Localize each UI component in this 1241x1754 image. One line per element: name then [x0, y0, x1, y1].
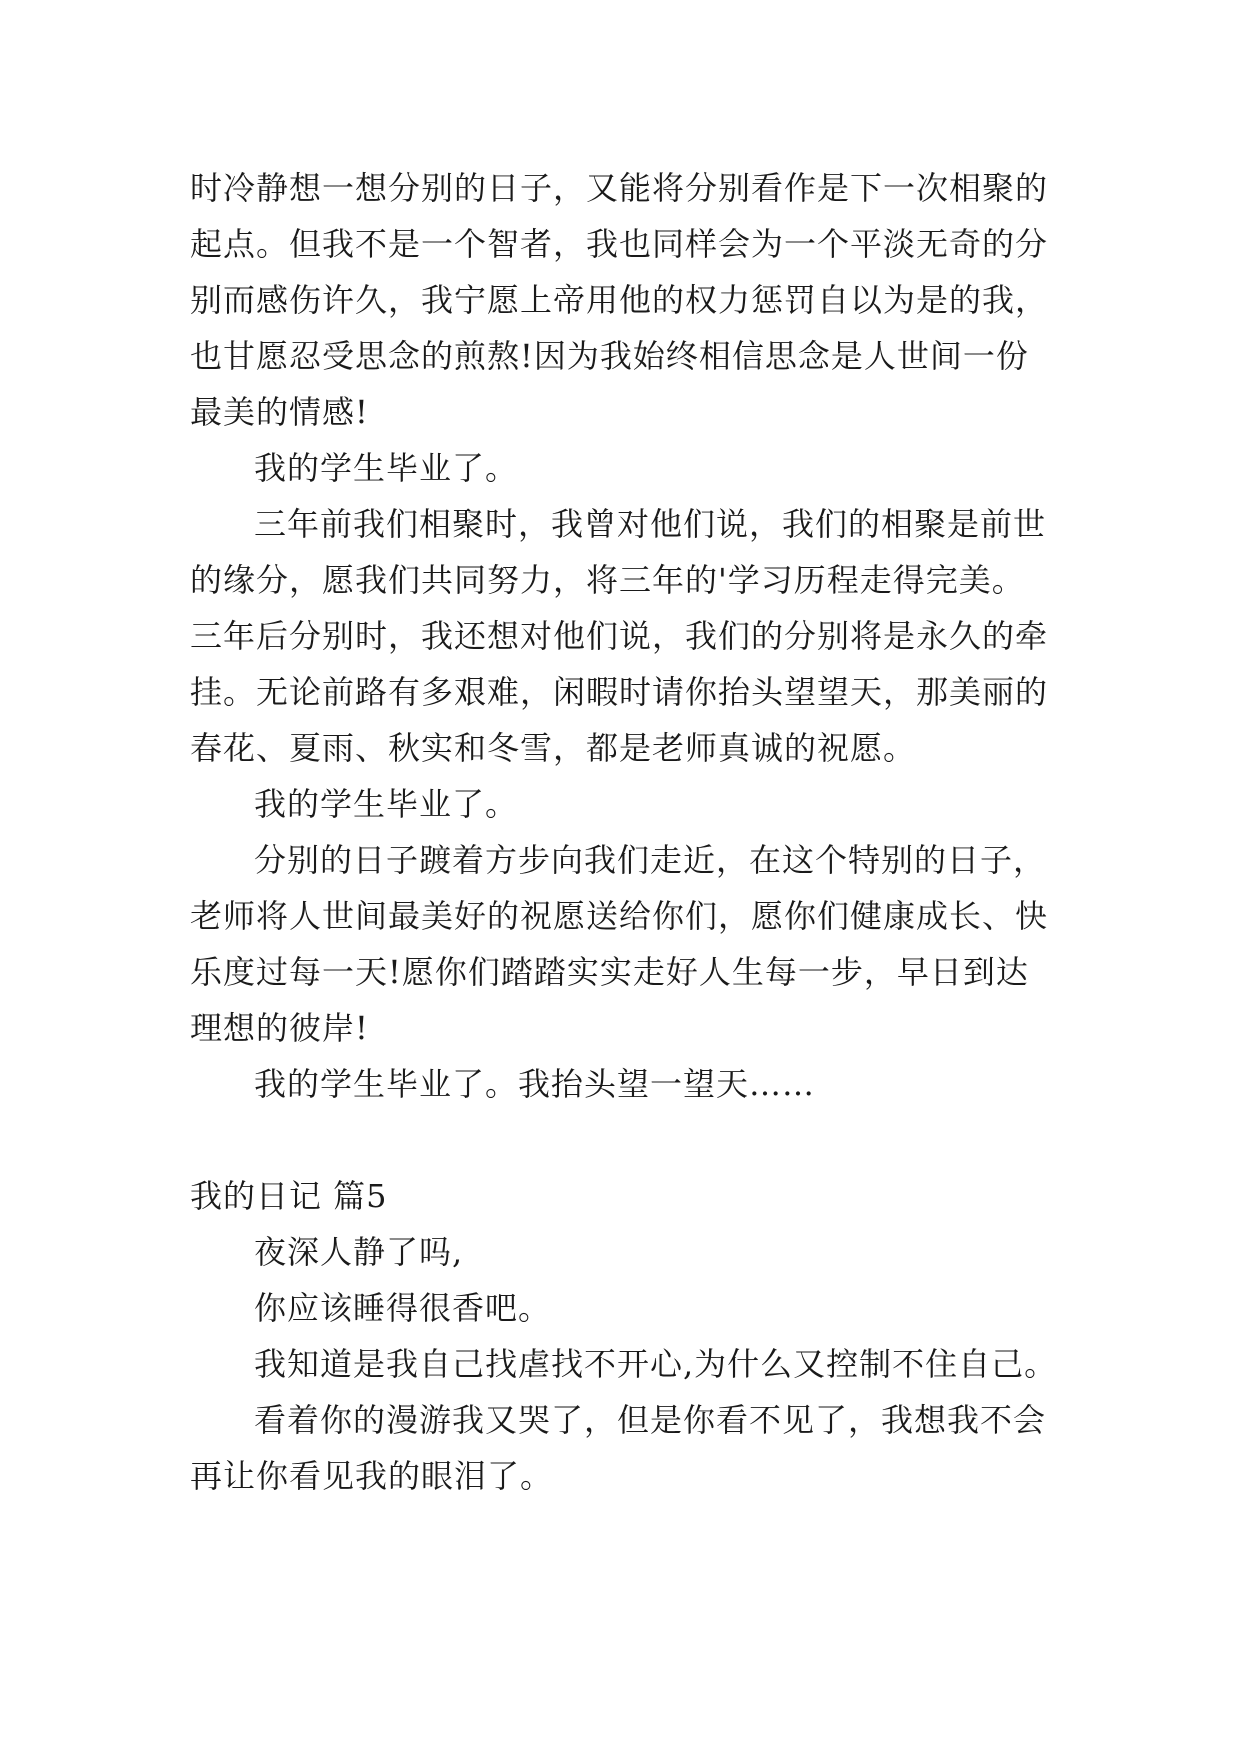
text-line: 三年前我们相聚时，我曾对他们说，我们的相聚是前世: [254, 505, 1047, 543]
paragraph-graduated: 我的学生毕业了。: [254, 785, 519, 823]
diary-line: 我知道是我自己找虐找不开心,为什么又控制不住自己。: [254, 1345, 1058, 1383]
diary-line: 夜深人静了吗,: [254, 1233, 464, 1271]
text-line: 乐度过每一天!愿你们踏踏实实走好人生每一步，早日到达: [190, 953, 1029, 991]
paragraph-graduated: 我的学生毕业了。: [254, 449, 519, 487]
text-line: 三年后分别时，我还想对他们说，我们的分别将是永久的牵: [190, 617, 1049, 655]
section-heading: 我的日记 篇5: [190, 1177, 388, 1215]
section-gap: [190, 1112, 1070, 1168]
text-line: 的缘分，愿我们共同努力，将三年的'学习历程走得完美。: [190, 561, 1025, 599]
diary-line: 再让你看见我的眼泪了。: [190, 1457, 554, 1495]
text-line: 分别的日子踱着方步向我们走近，在这个特别的日子，: [254, 841, 1047, 879]
document-body: [190, 160, 1070, 1504]
text-line: 也甘愿忍受思念的煎熬!因为我始终相信思念是人世间一份: [190, 337, 1029, 375]
text-line: 春花、夏雨、秋实和冬雪，都是老师真诚的祝愿。: [190, 729, 917, 767]
paragraph-graduated: 我的学生毕业了。我抬头望一望天……: [254, 1065, 816, 1103]
text-line: 理想的彼岸!: [190, 1009, 369, 1047]
text-line: 老师将人世间最美好的祝愿送给你们，愿你们健康成长、快: [190, 897, 1049, 935]
text-line: 挂。无论前路有多艰难，闲暇时请你抬头望望天，那美丽的: [190, 673, 1049, 711]
text-line: 起点。但我不是一个智者，我也同样会为一个平淡无奇的分: [190, 225, 1049, 263]
diary-line: 看着你的漫游我又哭了，但是你看不见了，我想我不会: [254, 1401, 1047, 1439]
text-line: 最美的情感!: [190, 393, 369, 431]
text-line: 别而感伤许久，我宁愿上帝用他的权力惩罚自以为是的我，: [190, 281, 1049, 319]
diary-line: 你应该睡得很香吧。: [254, 1289, 552, 1327]
text-line: 时冷静想一想分别的日子，又能将分别看作是下一次相聚的: [190, 169, 1049, 207]
